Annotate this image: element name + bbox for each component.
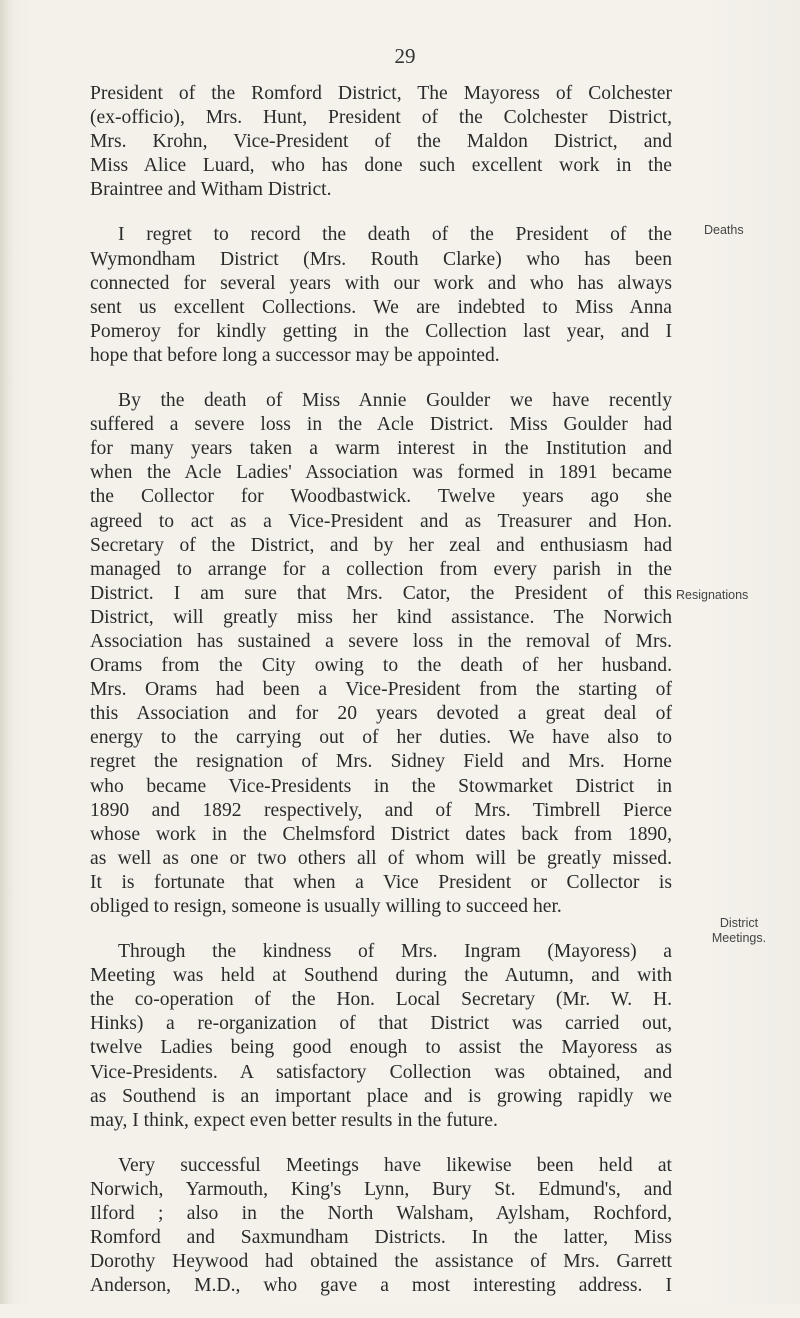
text-line: District. I am sure that Mrs. Cator, the President of this — [90, 582, 672, 604]
text-line: Association has sustained a severe loss in the removal of Mrs. — [90, 630, 672, 652]
page-number: 29 — [394, 44, 416, 68]
text-line: whose work in the Chelmsford District dates back from 1890, — [90, 823, 672, 845]
text-line: as Southend is an important place and is growing rapidly we — [90, 1085, 672, 1107]
paragraph-district-meetings — [90, 940, 672, 1133]
text-line: Hinks) a re-organization of that District was carried out, — [90, 1013, 672, 1035]
text-line: Through the kindness of Mrs. Ingram (Mayoress) a — [118, 941, 672, 963]
margin-note-line: District — [719, 916, 759, 930]
text-line: Orams from the City owing to the death of her husband. — [90, 655, 672, 677]
text-line: (ex-officio), Mrs. Hunt, President of the Colchester District, — [90, 107, 672, 129]
text-line: Romford and Saxmundham Districts. In the latter, Miss — [90, 1227, 672, 1249]
text-line: Anderson, M.D., who gave a most interesting address. I — [90, 1275, 672, 1297]
text-line: I regret to record the death of the President of the — [118, 224, 672, 246]
paragraph-meetings — [90, 1154, 672, 1299]
text-line: who became Vice-Presidents in the Stowmarket District in — [90, 775, 672, 797]
text-line: Dorothy Heywood had obtained the assistance of Mrs. Garrett — [90, 1251, 672, 1273]
text-line: twelve Ladies being good enough to assist the Mayoress as — [90, 1037, 672, 1059]
text-line: 1890 and 1892 respectively, and of Mrs. Timbrell Pierce — [90, 799, 672, 821]
text-line: Miss Alice Luard, who has done such excellent work in the — [90, 155, 672, 177]
text-line: suffered a severe loss in the Acle District. Miss Goulder had — [90, 414, 672, 436]
text-line: By the death of Miss Annie Goulder we have recently — [118, 390, 672, 412]
text-line: managed to arrange for a collection from every parish in the — [90, 558, 672, 580]
text-line: connected for several years with our work and who has always — [90, 272, 672, 294]
margin-note-resignations: Resignations — [676, 588, 749, 602]
text-line: Wymondham District (Mrs. Routh Clarke) who has been — [90, 248, 672, 270]
paragraph-resignations — [90, 389, 672, 919]
text-line: as well as one or two others all of whom will be greatly missed. — [90, 847, 672, 869]
text-line: Mrs. Orams had been a Vice-President from the starting of — [90, 679, 672, 701]
text-line: for many years taken a warm interest in the Institution and — [90, 438, 672, 460]
text-line: obliged to resign, someone is usually willing to succeed her. — [90, 896, 562, 917]
margin-note-district-meetings — [699, 916, 779, 946]
text-line: Meeting was held at Southend during the Autumn, and with — [90, 965, 672, 987]
text-line: regret the resignation of Mrs. Sidney Field and Mrs. Horne — [90, 751, 672, 773]
page-binding-edge — [0, 0, 14, 1304]
text-line: President of the Romford District, The Mayoress of Colchester — [90, 83, 672, 104]
margin-note-deaths: Deaths — [704, 223, 744, 237]
text-line: the co-operation of the Hon. Local Secretary (Mr. W. H. — [90, 989, 672, 1011]
text-line: Mrs. Krohn, Vice-President of the Maldon District, and — [90, 131, 672, 153]
paragraph-deaths — [90, 223, 672, 368]
text-line: hope that before long a successor may be appointed. — [90, 344, 500, 366]
text-line: Braintree and Witham District. — [90, 179, 332, 201]
text-line: may, I think, expect even better results in the future. — [90, 1109, 498, 1131]
paragraph-1 — [90, 82, 672, 202]
text-line: Pomeroy for kindly getting in the Collection last year, and I — [90, 320, 672, 342]
text-line: the Collector for Woodbastwick. Twelve years ago she — [90, 486, 672, 508]
text-line: Secretary of the District, and by her zeal and enthusiasm had — [90, 534, 672, 556]
text-line: District, will greatly miss her kind assistance. The Norwich — [90, 606, 672, 628]
text-line: Norwich, Yarmouth, King's Lynn, Bury St. Edmund's, and — [90, 1178, 672, 1200]
text-line: Ilford ; also in the North Walsham, Aylsham, Rochford, — [90, 1203, 672, 1225]
text-line: Vice-Presidents. A satisfactory Collection was obtained, and — [90, 1061, 672, 1083]
text-line: agreed to act as a Vice-President and as Treasurer and Hon. — [90, 510, 672, 532]
text-line: It is fortunate that when a Vice President or Collector is — [90, 871, 672, 893]
text-line: energy to the carrying out of her duties. We have also to — [90, 727, 672, 749]
text-line: Very successful Meetings have likewise been held at — [118, 1154, 672, 1176]
text-line: this Association and for 20 years devoted a great deal of — [90, 703, 672, 725]
margin-note-line: Meetings. — [711, 931, 767, 945]
text-line: sent us excellent Collections. We are indebted to Miss Anna — [90, 296, 672, 318]
text-line: when the Acle Ladies' Association was formed in 1891 became — [90, 462, 672, 484]
body-text — [90, 82, 672, 1318]
